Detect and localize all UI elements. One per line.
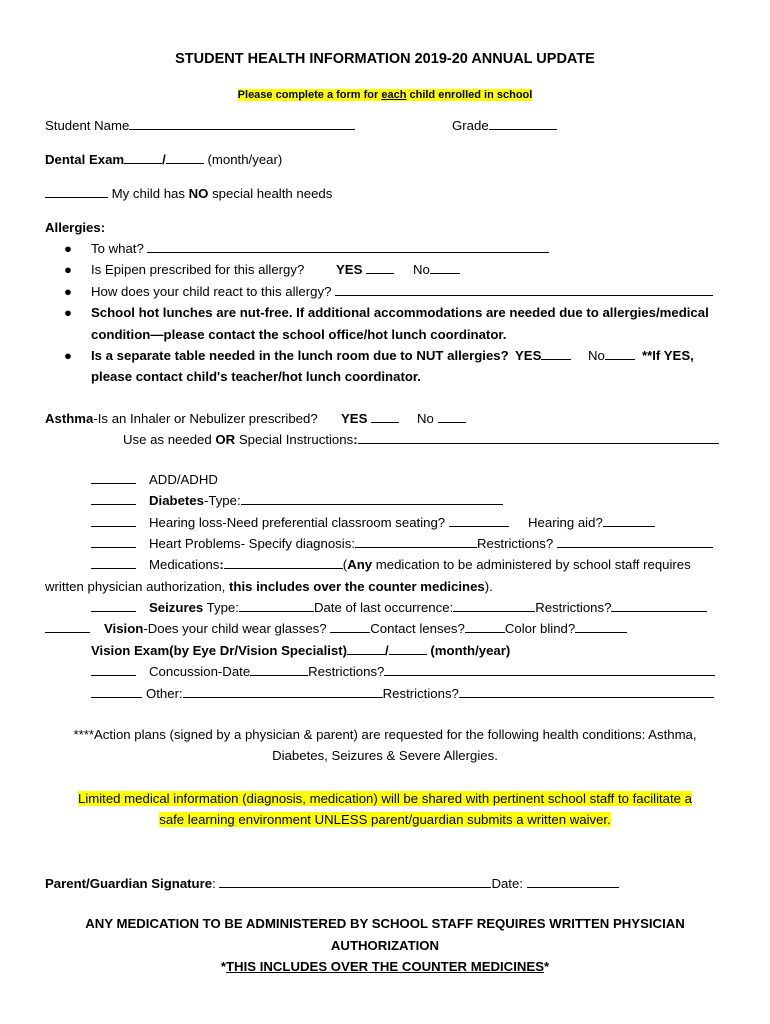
bullet-icon: ● [64,241,72,256]
seizures-date-field[interactable] [453,599,535,612]
glasses-field[interactable] [330,620,370,633]
bullet-icon: ● [64,262,72,277]
other-detail-field[interactable] [183,685,383,698]
limited-info-notice-2: safe learning environment UNLESS parent/guardian submits a written waiver. [159,812,611,827]
footer-warning-3: *THIS INCLUDES OVER THE COUNTER MEDICINES* [220,959,550,974]
action-plans-note: ****Action plans (signed by a physician & parent) are requested for the following health conditions: Asthma, [73,727,697,742]
vision-exam-month-field[interactable] [347,642,385,655]
other-row: Other: Restrictions? [91,685,142,702]
concussion-field[interactable] [91,663,136,676]
medications-row-2: written physician authorization, this includes over the counter medicines). [45,579,493,594]
asthma-instructions-row: Use as needed OR Special Instructions: [123,431,719,448]
signature-field[interactable] [219,875,491,888]
signature-date-field[interactable] [527,875,619,888]
nut-table-yes-field[interactable] [541,347,571,360]
heart-row: Heart Problems- Specify diagnosis: Restrictions? [91,535,136,552]
vision-row: Vision-Does your child wear glasses? Contact lenses? Color blind? [45,620,90,637]
heart-restrictions-field[interactable] [557,535,713,548]
vision-exam-row: Vision Exam(by Eye Dr/Vision Specialist) / (month/year) [91,643,511,658]
asthma-yes: YES [341,410,399,427]
allergies-heading: Allergies: [45,220,106,235]
heart-field[interactable] [91,535,136,548]
student-name-row [45,117,355,134]
diabetes-field[interactable] [91,492,136,505]
no-needs-field[interactable] [45,185,108,198]
hearing-row: Hearing loss-Need preferential classroom seating? Hearing aid? [91,514,136,531]
nut-table-no-field[interactable] [605,347,635,360]
grade-row [452,117,557,134]
hearing-field[interactable] [91,514,136,527]
footer-warning: ANY MEDICATION TO BE ADMINISTERED BY SCHOOL STAFF REQUIRES WRITTEN PHYSICIAN [85,916,685,931]
asthma-yes-field[interactable] [371,410,399,423]
seizures-field[interactable] [91,599,136,612]
medications-row: Medications: (Any medication to be administered by school staff requires [91,556,136,573]
bullet-icon: ● [64,284,72,299]
epipen-yes-field[interactable] [366,261,394,274]
contacts-field[interactable] [465,620,505,633]
no-special-needs-row: My child has NO special health needs [45,185,332,202]
dental-exam-label: Dental Exam [45,152,125,167]
add-adhd-field[interactable] [91,471,136,484]
diabetes-row: Diabetes-Type: [91,492,136,509]
concussion-date-field[interactable] [250,663,308,676]
footer-warning-2: AUTHORIZATION [330,938,440,953]
dental-month-field[interactable] [124,151,162,164]
other-restrictions-field[interactable] [459,685,714,698]
nut-free-notice-2: condition—please contact the school office/hot lunch coordinator. [91,327,507,342]
allergy-reaction-field[interactable] [335,283,713,296]
dental-exam-row: Dental Exam / (month/year) [45,152,283,167]
health-form: STUDENT HEALTH INFORMATION 2019-20 ANNUAL UPDATE Please complete a form for each child enrolled in school Student Name Grade Dental Exam / (month/year) My child has NO special health needs Allergies: ● To what? ● Is Epipen prescribed for this allergy? YES No ● How does your child react to this allergy? ● School hot lunches are nut-free. If additional accommodations are needed due to allergies/medical condition—please contact the school office/hot lunch coordinator. ● Is a separate table needed in the lunch room due to NUT allergies? YES No **If YES, please contact child's teacher/hot lunch coordinator. Asthma-Is an Inhaler or Nebulizer prescribed? YES No Use as needed OR Special Instructions: ADD/ADHD Diabetes-Type: Hearing loss-Need preferential classroom seating? Hearing aid? Heart Problems- Specify diagnosis: Restrictions? Medications: (Any medication to be administered by school staff requires written physician authorization, this includes over the counter medicines). Seizures Type: Date of last occurrence: Restrictions? Vision-Does your child wear glasses? Contact lenses? Color blind? Vision Exam(by Eye Dr/Vision Specialist) / (month/year) Concussion-Date Restrictions? Other: Restrictions? ****Action plans (signed by a physician & parent) are requested for the following health conditions: Asthma, Diabetes, Seizures & Severe Allergies. Limited medical information (diagnosis, medication) will be shared with pertinent school staff to facilitate a safe learning environment UNLESS parent/guardian submits a written waiver. Parent/Guardian Signature: Date: ANY MEDICATION TO BE ADMINISTERED BY SCHOOL STAFF REQUIRES WRITTEN PHYSICIAN AUTHORIZATION *THIS INCLUDES OVER THE COUNTER MEDICINES* [0,0,770,1024]
medications-field[interactable] [91,556,136,569]
epipen-no-field[interactable] [430,261,460,274]
heart-diagnosis-field[interactable] [355,535,477,548]
limited-info-notice: Limited medical information (diagnosis, medication) will be shared with pertinent school staff to facilitate a [77,791,692,806]
concussion-row: Concussion-Date Restrictions? [91,663,136,680]
concussion-restrictions-field[interactable] [384,663,715,676]
hearing-seating-field[interactable] [449,514,509,527]
seizures-restrictions-field[interactable] [611,599,707,612]
other-field[interactable] [91,685,142,698]
grade-field[interactable] [489,117,557,130]
form-title: STUDENT HEALTH INFORMATION 2019-20 ANNUAL UPDATE [175,51,595,67]
diabetes-type-field[interactable] [241,492,503,505]
hearing-aid-field[interactable] [603,514,655,527]
vision-field[interactable] [45,620,90,633]
instruction-text: Please complete a form for each child enrolled in school [237,89,533,101]
vision-exam-year-field[interactable] [389,642,427,655]
asthma-label: Asthma [45,411,94,426]
asthma-row: Asthma-Is an Inhaler or Nebulizer prescribed? [45,411,318,426]
allergy-to-what-field[interactable] [147,240,549,253]
student-name-field[interactable] [129,117,355,130]
bullet-icon: ● [64,348,72,363]
asthma-no: No [417,410,466,427]
asthma-no-field[interactable] [438,410,466,423]
signature-label: Parent/Guardian Signature [45,876,213,891]
seizures-type-field[interactable] [239,599,314,612]
nut-table-row-2: please contact child's teacher/hot lunch coordinator. [91,369,421,384]
form-instruction [0,85,770,104]
student-name-label: Student Name [45,118,130,133]
medications-detail-field[interactable] [224,556,343,569]
dental-year-field[interactable] [166,151,204,164]
color-blind-field[interactable] [575,620,627,633]
add-adhd-row: ADD/ADHD [91,471,136,488]
bullet-icon: ● [64,305,72,320]
action-plans-note-2: Diabetes, Seizures & Severe Allergies. [272,748,498,763]
signature-row: Parent/Guardian Signature: Date: [45,875,619,892]
asthma-instructions-field[interactable] [358,431,719,444]
seizures-row: Seizures Type: Date of last occurrence: Restrictions? [91,599,136,616]
dental-hint: (month/year) [207,152,283,167]
grade-label: Grade [452,118,489,133]
